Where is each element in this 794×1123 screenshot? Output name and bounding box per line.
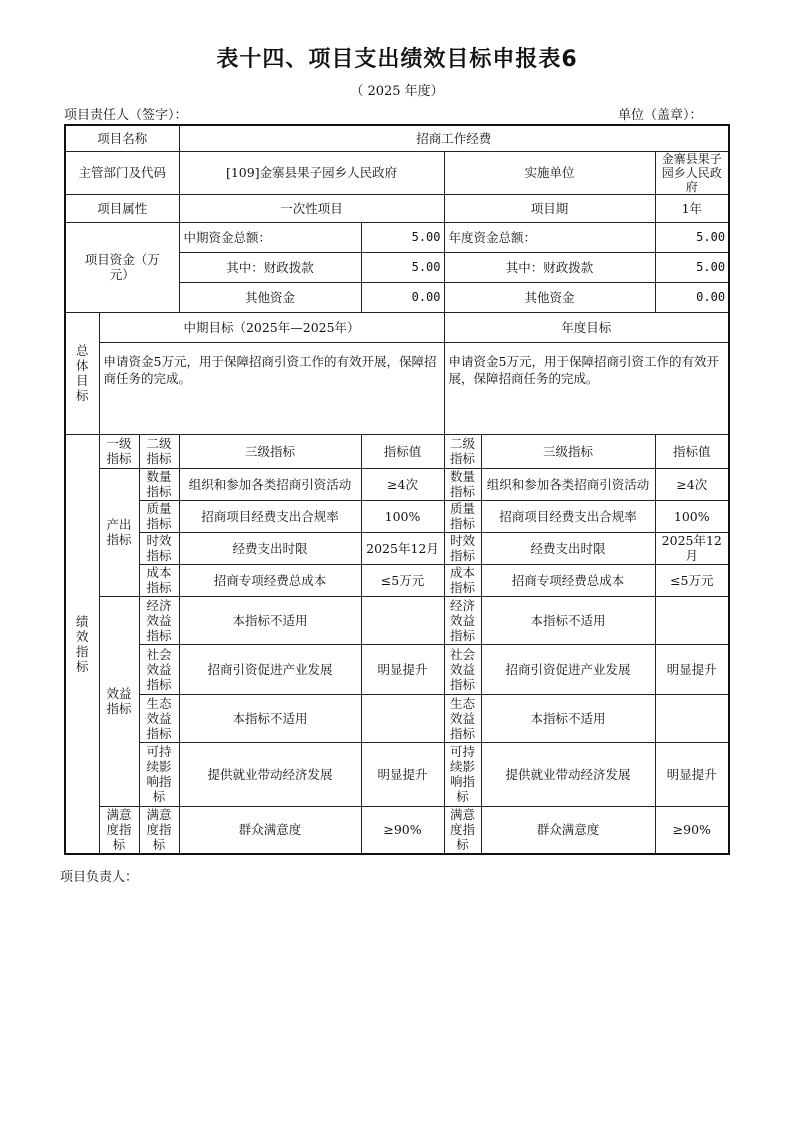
year-indicator-level3: 本指标不适用 [481,596,655,644]
mid-goal-text: 申请资金5万元，用于保障招商引资工作的有效开展，保障招商任务的完成。 [99,342,444,434]
year-indicator-value: ≥4次 [655,468,729,500]
year-indicator-level3: 组织和参加各类招商引资活动 [481,468,655,500]
mid-other-value: 0.00 [361,282,444,312]
report-year: （ 2025 年度） [350,84,444,99]
year-goal-header: 年度目标 [444,312,729,342]
page-title: 表十四、项目支出绩效目标申报表6 [216,47,578,72]
year-goal-text: 申请资金5万元，用于保障招商引资工作的有效开展，保障招商任务的完成。 [444,342,729,434]
funds-label: 项目资金（万元） [65,222,179,312]
year-indicator-value: 明显提升 [655,742,729,806]
year-indicator-level2: 时效指标 [444,532,481,564]
impl-unit-label: 实施单位 [444,151,655,194]
year-other-label: 其他资金 [444,282,655,312]
indicator-value [361,694,444,742]
year-indicator-level2: 数量指标 [444,468,481,500]
year-fiscal-label: 其中：财政拨款 [444,252,655,282]
header-level3: 三级指标 [179,434,361,468]
header-year-level2: 二级指标 [444,434,481,468]
header-value: 指标值 [361,434,444,468]
indicator-level3: 本指标不适用 [179,596,361,644]
year-indicator-level2: 生态效益指标 [444,694,481,742]
responsible-label: 项目责任人（签字）： [64,108,188,123]
indicator-value: ≥4次 [361,468,444,500]
mid-total-label: 中期资金总额： [179,222,361,252]
indicator-value: 明显提升 [361,644,444,694]
benefit-indicator-label: 效益指标 [99,596,139,806]
indicator-value: ≥90% [361,806,444,854]
header-level1: 一级指标 [99,434,139,468]
year-indicator-level2: 社会效益指标 [444,644,481,694]
year-indicator-value [655,694,729,742]
year-other-value: 0.00 [655,282,729,312]
header-level2: 二级指标 [139,434,179,468]
year-indicator-level3: 本指标不适用 [481,694,655,742]
mid-fiscal-value: 5.00 [361,252,444,282]
year-indicator-value [655,596,729,644]
mid-fiscal-label: 其中：财政拨款 [179,252,361,282]
indicator-level2: 数量指标 [139,468,179,500]
project-name-label: 项目名称 [65,125,179,151]
year-fiscal-value: 5.00 [655,252,729,282]
indicator-level2: 社会效益指标 [139,644,179,694]
impl-unit-value: 金寨县果子园乡人民政府 [655,151,729,194]
unit-label: 单位（盖章）： [618,108,703,123]
performance-table [64,124,730,855]
indicator-level3: 组织和参加各类招商引资活动 [179,468,361,500]
year-indicator-value: ≥90% [655,806,729,854]
period-value: 1年 [655,194,729,222]
mid-goal-header: 中期目标（2025年—2025年） [99,312,444,342]
indicator-level2: 成本指标 [139,564,179,596]
indicator-level2: 可持续影响指标 [139,742,179,806]
indicator-level3: 本指标不适用 [179,694,361,742]
year-indicator-value: 2025年12月 [655,532,729,564]
indicator-level2: 经济效益指标 [139,596,179,644]
indicator-value: 100% [361,500,444,532]
year-indicator-level2: 满意度指标 [444,806,481,854]
year-indicator-value: ≤5万元 [655,564,729,596]
indicator-level3: 提供就业带动经济发展 [179,742,361,806]
dept-label: 主管部门及代码 [65,151,179,194]
mid-total-value: 5.00 [361,222,444,252]
period-label: 项目期 [444,194,655,222]
indicator-level3: 招商引资促进产业发展 [179,644,361,694]
header-year-level3: 三级指标 [481,434,655,468]
year-indicator-value: 明显提升 [655,644,729,694]
project-leader-label: 项目负责人： [60,870,139,885]
indicator-level2: 时效指标 [139,532,179,564]
year-indicator-level3: 招商引资促进产业发展 [481,644,655,694]
year-indicator-level2: 可持续影响指标 [444,742,481,806]
year-total-label: 年度资金总额： [444,222,655,252]
year-indicator-level3: 经费支出时限 [481,532,655,564]
year-indicator-value: 100% [655,500,729,532]
year-indicator-level3: 招商专项经费总成本 [481,564,655,596]
indicator-level2: 生态效益指标 [139,694,179,742]
year-total-value: 5.00 [655,222,729,252]
indicator-level2: 质量指标 [139,500,179,532]
indicator-level3: 群众满意度 [179,806,361,854]
dept-value: [109]金寨县果子园乡人民政府 [179,151,444,194]
overall-goal-label: 总体目标 [65,312,99,434]
indicator-value [361,596,444,644]
indicator-level3: 招商专项经费总成本 [179,564,361,596]
indicator-level3: 招商项目经费支出合规率 [179,500,361,532]
indicator-level2: 满意度指标 [139,806,179,854]
satisfaction-indicator-label: 满意度指标 [99,806,139,854]
year-indicator-level3: 招商项目经费支出合规率 [481,500,655,532]
year-indicator-level2: 成本指标 [444,564,481,596]
year-indicator-level3: 提供就业带动经济发展 [481,742,655,806]
indicator-value: 2025年12月 [361,532,444,564]
indicator-value: ≤5万元 [361,564,444,596]
indicator-level3: 经费支出时限 [179,532,361,564]
indicators-label: 绩效指标 [65,434,99,854]
header-year-value: 指标值 [655,434,729,468]
attr-value: 一次性项目 [179,194,444,222]
output-indicator-label: 产出指标 [99,468,139,596]
year-indicator-level3: 群众满意度 [481,806,655,854]
attr-label: 项目属性 [65,194,179,222]
project-name-value: 招商工作经费 [179,125,729,151]
mid-other-label: 其他资金 [179,282,361,312]
year-indicator-level2: 质量指标 [444,500,481,532]
year-indicator-level2: 经济效益指标 [444,596,481,644]
indicator-value: 明显提升 [361,742,444,806]
